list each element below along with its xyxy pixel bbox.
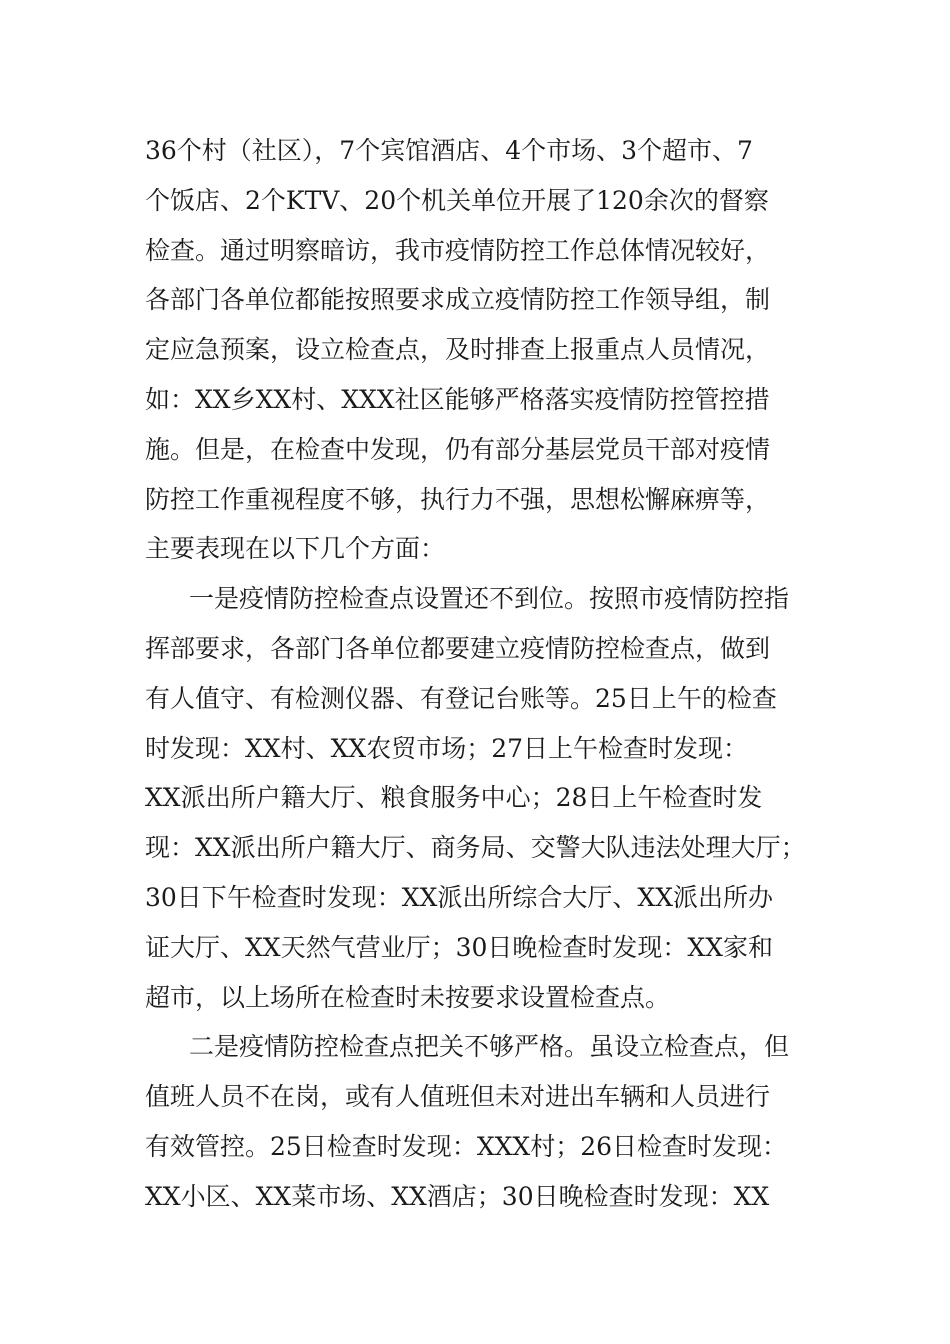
text-line: 个饭店、2个KTV、20个机关单位开展了120余次的督察	[145, 185, 769, 215]
text-line: 值班人员不在岗，或有人值班但未对进出车辆和人员进行	[145, 1082, 771, 1112]
text-line: 有人值守、有检测仪器、有登记台账等。25日上午的检查	[145, 683, 777, 713]
text-line: 如：XX乡XX村、XXX社区能够严格落实疫情防控管控措	[145, 384, 770, 414]
text-line: 30日下午检查时发现：XX派出所综合大厅、XX派出所办	[145, 882, 774, 912]
text-line: 有效管控。25日检查时发现：XXX村；26日检查时发现：	[145, 1131, 788, 1161]
text-line: XX小区、XX菜市场、XX酒店；30日晚检查时发现：XX	[145, 1181, 770, 1211]
paragraph-1-first-line: 一是疫情防控检查点设置还不到位。按照市疫情防控指	[189, 584, 790, 614]
text-line: 挥部要求，各部门各单位都要建立疫情防控检查点，做到	[145, 633, 771, 663]
text-line: 各部门各单位都能按照要求成立疫情防控工作领导组，制	[145, 285, 771, 315]
text-line: XX派出所户籍大厅、粮食服务中心；28日上午检查时发	[145, 783, 763, 813]
text-line: 主要表现在以下几个方面：	[145, 534, 446, 564]
text-line: 检查。通过明察暗访，我市疫情防控工作总体情况较好，	[145, 235, 771, 265]
text-line: 证大厅、XX天然气营业厅；30日晚检查时发现：XX家和	[145, 932, 774, 962]
body-text	[145, 126, 825, 1222]
text-line: 定应急预案，设立检查点，及时排查上报重点人员情况，	[145, 335, 771, 365]
text-line: 超市，以上场所在检查时未按要求设置检查点。	[145, 982, 671, 1012]
text-line: 现：XX派出所户籍大厅、商务局、交警大队违法处理大厅；	[145, 833, 806, 863]
text-line: 36个村（社区），7个宾馆酒店、4个市场、3个超市、7	[145, 136, 753, 165]
text-line: 防控工作重视程度不够，执行力不强，思想松懈麻痹等，	[145, 484, 771, 514]
paragraph-2-first-line: 二是疫情防控检查点把关不够严格。虽设立检查点，但	[189, 1032, 790, 1062]
text-line: 时发现：XX村、XX农贸市场；27日上午检查时发现：	[145, 733, 749, 763]
text-line: 施。但是，在检查中发现，仍有部分基层党员干部对疫情	[145, 434, 771, 464]
